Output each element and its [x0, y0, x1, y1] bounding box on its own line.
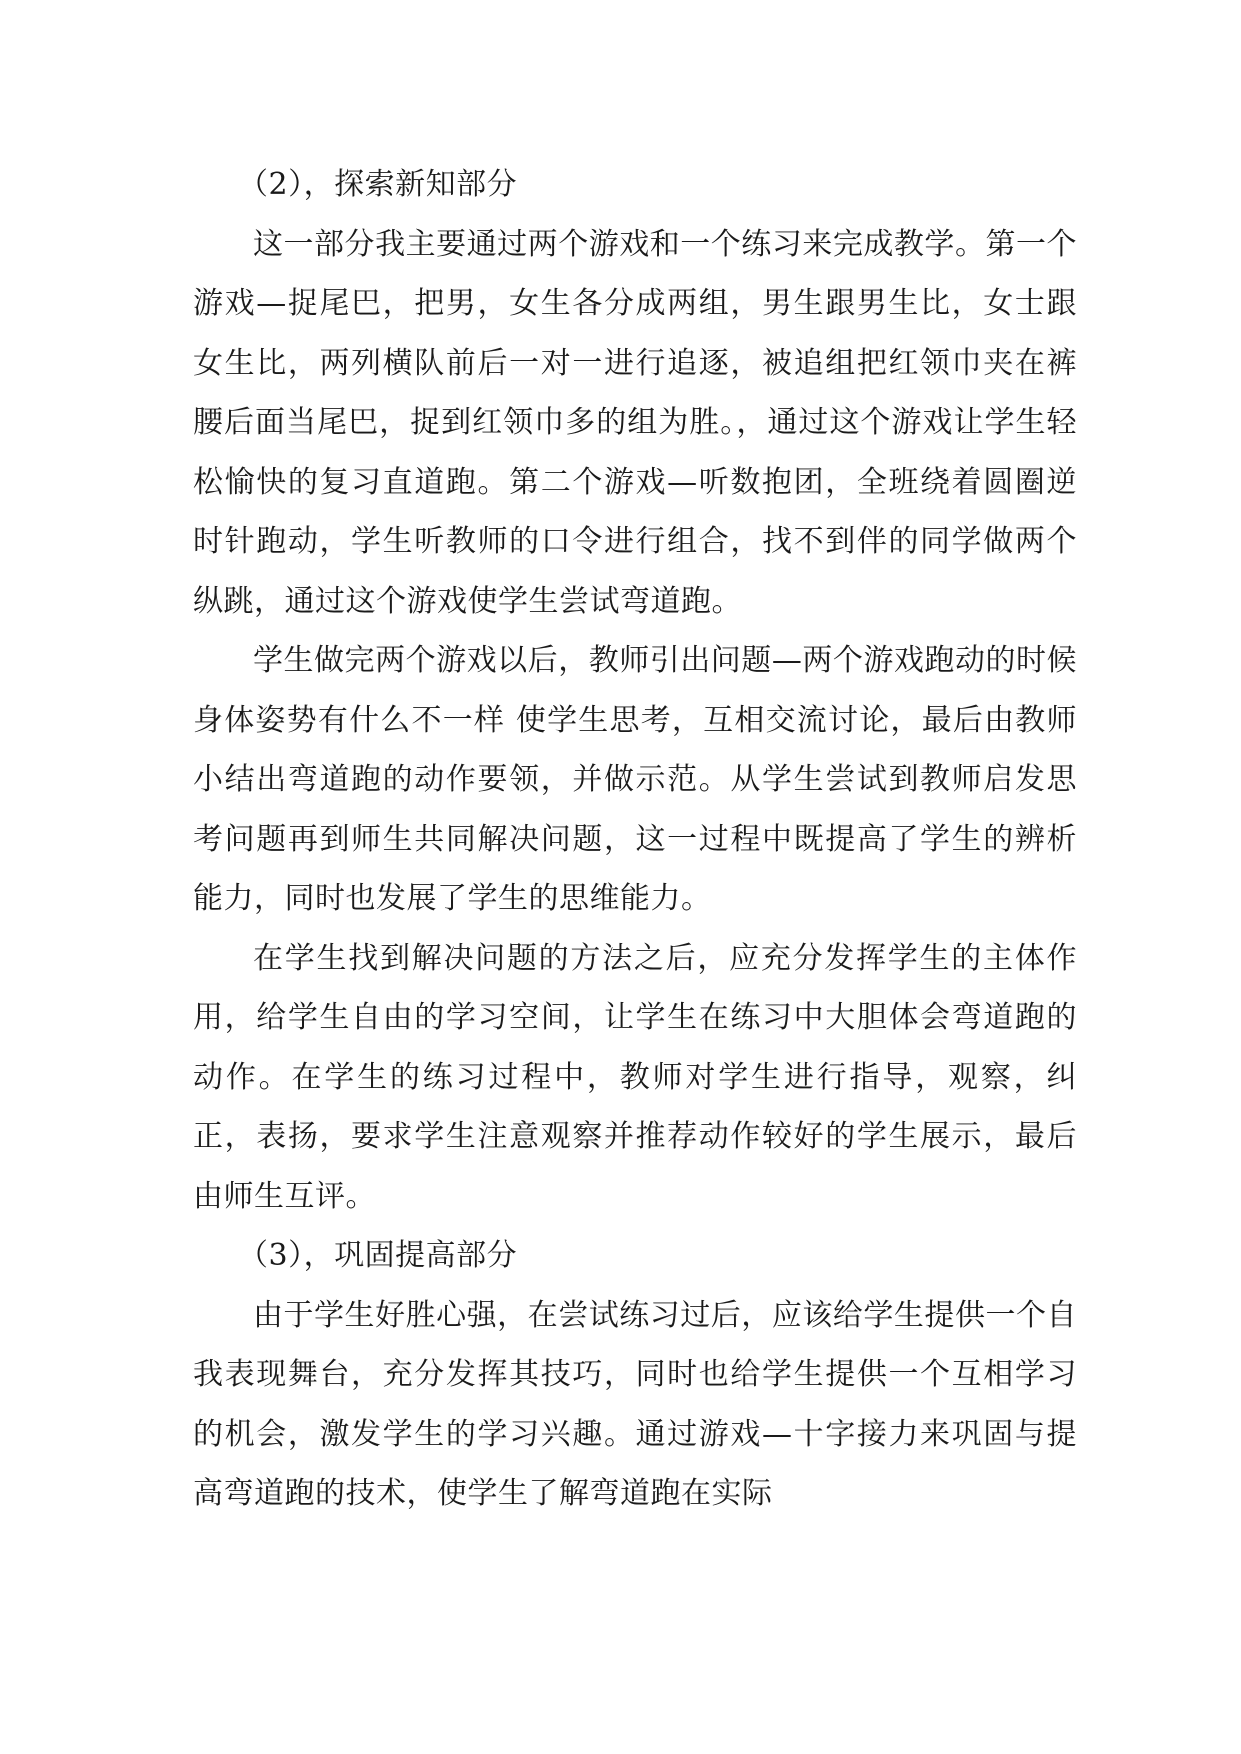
- paragraph-consolidation: 由于学生好胜心强，在尝试练习过后，应该给学生提供一个自我表现舞台，充分发挥其技巧，同时也给学生提供一个互相学习的机会，激发学生的学习兴趣。通过游戏—十字接力来巩固与提高弯道跑的技术，使学生了解弯道跑在实际: [193, 1297, 1077, 1511]
- section-heading-2: （2），探索新知部分: [238, 167, 518, 202]
- paragraph-games: 这一部分我主要通过两个游戏和一个练习来完成教学。第一个游戏—捉尾巴，把男，女生各分成两组，男生跟男生比，女士跟女生比，两列横队前后一对一进行追逐，被追组把红领巾夹在裤腰后面当尾巴，捉到红领巾多的组为胜。，通过这个游戏让学生轻松愉快的复习直道跑。第二个游戏—听数抱团，全班绕着圆圈逆时针跑动，学生听教师的口令进行组合，找不到伴的同学做两个纵跳，通过这个游戏使学生尝试弯道跑。: [193, 226, 1077, 619]
- document-body: [193, 155, 1077, 1524]
- paragraph-discussion: 学生做完两个游戏以后，教师引出问题—两个游戏跑动的时候身体姿势有什么不一样 使学生思考，互相交流讨论，最后由教师小结出弯道跑的动作要领，并做示范。从学生尝试到教师启发思考问题再到师生共同解决问题，这一过程中既提高了学生的辨析能力，同时也发展了学生的思维能力。: [193, 643, 1077, 916]
- paragraph-practice: 在学生找到解决问题的方法之后，应充分发挥学生的主体作用，给学生自由的学习空间，让学生在练习中大胆体会弯道跑的动作。在学生的练习过程中，教师对学生进行指导，观察，纠正，表扬，要求学生注意观察并推荐动作较好的学生展示，最后由师生互评。: [193, 940, 1077, 1214]
- section-heading-3: （3），巩固提高部分: [238, 1238, 518, 1273]
